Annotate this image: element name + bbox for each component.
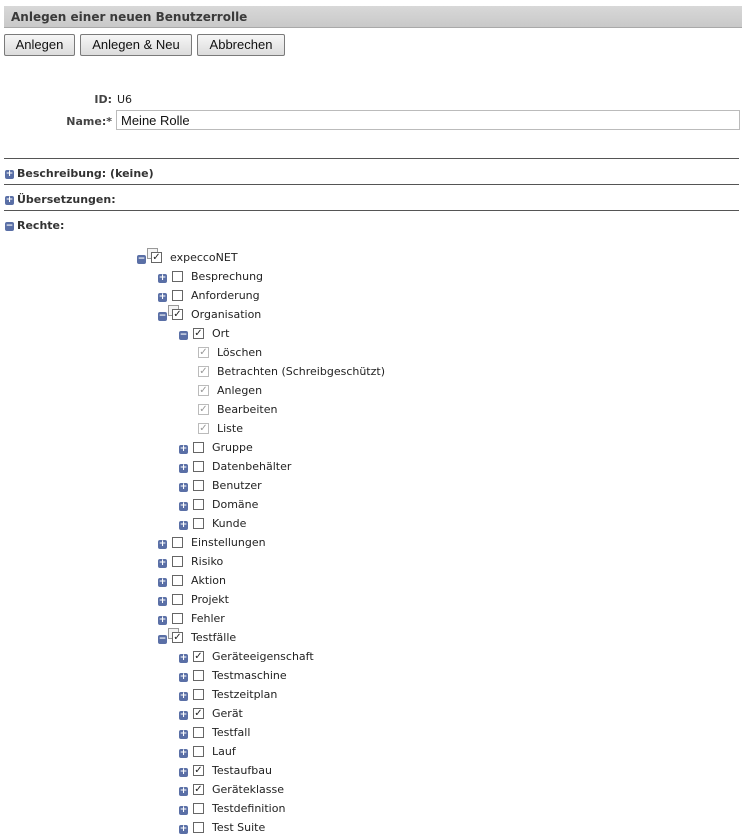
tree-node-label: Testzeitplan	[212, 688, 278, 701]
permission-checkbox[interactable]	[193, 746, 204, 757]
collapse-icon[interactable]: −	[179, 330, 188, 340]
tree-node-label: Einstellungen	[191, 536, 266, 549]
tree-node-label: Anforderung	[191, 289, 260, 302]
expand-icon[interactable]: +	[158, 577, 167, 587]
permission-checkbox: ✓	[199, 385, 208, 396]
id-value: U6	[117, 93, 133, 106]
collapse-icon[interactable]: −	[158, 311, 167, 321]
tree-node-label: Fehler	[191, 612, 225, 625]
expand-icon[interactable]: +	[179, 710, 188, 720]
name-input[interactable]	[116, 110, 740, 130]
cancel-button[interactable]: Abbrechen	[197, 34, 285, 56]
permission-checkbox: ✓	[199, 347, 208, 358]
collapse-icon[interactable]: −	[137, 254, 146, 264]
tree-node-label: Test Suite	[212, 821, 266, 834]
expand-icon[interactable]: +	[179, 653, 188, 663]
page-title: Anlegen einer neuen Benutzerrolle	[11, 10, 248, 24]
expand-icon[interactable]: +	[158, 596, 167, 606]
tree-node-label: Projekt	[191, 593, 229, 606]
permission-checkbox: ✓	[199, 423, 208, 434]
permission-checkbox[interactable]: ✓	[194, 328, 203, 339]
tree-node-label: Ort	[212, 327, 230, 340]
permission-checkbox[interactable]	[193, 442, 204, 453]
tree-node-label: Geräteklasse	[212, 783, 285, 796]
permission-checkbox[interactable]	[172, 537, 183, 548]
tree-node-label: expeccoNET	[170, 251, 238, 264]
tree-node-label: Anlegen	[217, 384, 263, 397]
permission-checkbox[interactable]	[172, 575, 183, 586]
expand-icon[interactable]: +	[179, 463, 188, 473]
collapse-icon[interactable]: −	[158, 634, 167, 644]
permission-checkbox[interactable]	[193, 803, 204, 814]
tree-node-label: Gerät	[212, 707, 243, 720]
tree-node-label: Besprechung	[191, 270, 264, 283]
permission-checkbox[interactable]: ✓	[194, 784, 203, 795]
permission-checkbox[interactable]	[172, 290, 183, 301]
expand-icon[interactable]: +	[158, 615, 167, 625]
divider	[4, 210, 739, 211]
expand-icon[interactable]: +	[158, 558, 167, 568]
tree-node-label: Bearbeiten	[217, 403, 278, 416]
expand-icon[interactable]: +	[5, 194, 14, 205]
tree-node-label: Lauf	[212, 745, 236, 758]
permission-checkbox[interactable]	[193, 670, 204, 681]
expand-icon[interactable]: +	[158, 539, 167, 549]
tree-node-label: Aktion	[191, 574, 226, 587]
permission-checkbox[interactable]	[172, 613, 183, 624]
permission-checkbox[interactable]	[193, 461, 204, 472]
permission-checkbox[interactable]: ✓	[194, 651, 203, 662]
expand-icon[interactable]: +	[179, 444, 188, 454]
expand-icon[interactable]: +	[5, 168, 14, 179]
page-title-bar	[4, 6, 742, 28]
permission-checkbox[interactable]	[193, 480, 204, 491]
permission-checkbox[interactable]	[172, 556, 183, 567]
tree-node-label: Testmaschine	[212, 669, 287, 682]
permission-checkbox[interactable]	[172, 594, 183, 605]
expand-icon[interactable]: +	[179, 805, 188, 815]
tree-node-label: Geräteeigenschaft	[212, 650, 314, 663]
tree-node-label: Kunde	[212, 517, 247, 530]
permission-checkbox[interactable]	[193, 689, 204, 700]
description-label: Beschreibung: (keine)	[17, 167, 154, 180]
permission-checkbox[interactable]: ✓	[194, 708, 203, 719]
permission-checkbox[interactable]	[193, 499, 204, 510]
permission-checkbox[interactable]	[193, 727, 204, 738]
name-label: Name:*	[66, 115, 112, 128]
expand-icon[interactable]: +	[179, 691, 188, 701]
tree-node-label: Organisation	[191, 308, 262, 321]
create-button[interactable]: Anlegen	[4, 34, 75, 56]
tree-node-label: Testdefinition	[212, 802, 286, 815]
tree-node-label: Datenbehälter	[212, 460, 292, 473]
permission-checkbox[interactable]: ✓	[152, 252, 161, 263]
translations-section[interactable]	[5, 193, 116, 206]
tree-node-label: Betrachten (Schreibgeschützt)	[217, 365, 386, 378]
expand-icon[interactable]: +	[179, 767, 188, 777]
tree-node-label: Risiko	[191, 555, 224, 568]
tree-node-label: Löschen	[217, 346, 263, 359]
expand-icon[interactable]: +	[179, 824, 188, 834]
tree-node-label: Testaufbau	[212, 764, 272, 777]
permission-checkbox: ✓	[199, 404, 208, 415]
permission-checkbox[interactable]	[193, 518, 204, 529]
permission-checkbox[interactable]: ✓	[194, 765, 203, 776]
create-and-new-button[interactable]: Anlegen & Neu	[80, 34, 192, 56]
permission-checkbox: ✓	[199, 366, 208, 377]
translations-label: Übersetzungen:	[17, 193, 116, 206]
divider	[4, 184, 739, 185]
tree-node-label: Domäne	[212, 498, 259, 511]
expand-icon[interactable]: +	[179, 501, 188, 511]
permission-checkbox[interactable]: ✓	[173, 309, 182, 320]
tree-node-label: Testfälle	[191, 631, 237, 644]
expand-icon[interactable]: +	[158, 273, 167, 283]
expand-icon[interactable]: +	[179, 672, 188, 682]
expand-icon[interactable]: +	[179, 520, 188, 530]
rights-section[interactable]	[5, 219, 64, 232]
permission-checkbox[interactable]	[172, 271, 183, 282]
divider	[4, 158, 739, 159]
tree-node-label: Gruppe	[212, 441, 253, 454]
rights-label: Rechte:	[17, 219, 65, 232]
permission-checkbox[interactable]: ✓	[173, 632, 182, 643]
expand-icon[interactable]: +	[179, 729, 188, 739]
permission-checkbox[interactable]	[193, 822, 204, 833]
tree-node-label: Benutzer	[212, 479, 262, 492]
id-label: ID:	[94, 93, 112, 106]
expand-icon[interactable]: +	[158, 292, 167, 302]
tree-node-label: Liste	[217, 422, 243, 435]
tree-node-label: Testfall	[212, 726, 251, 739]
expand-icon[interactable]: +	[179, 786, 188, 796]
description-section[interactable]	[5, 167, 154, 180]
expand-icon[interactable]: +	[179, 748, 188, 758]
collapse-icon[interactable]: −	[5, 220, 14, 231]
expand-icon[interactable]: +	[179, 482, 188, 492]
